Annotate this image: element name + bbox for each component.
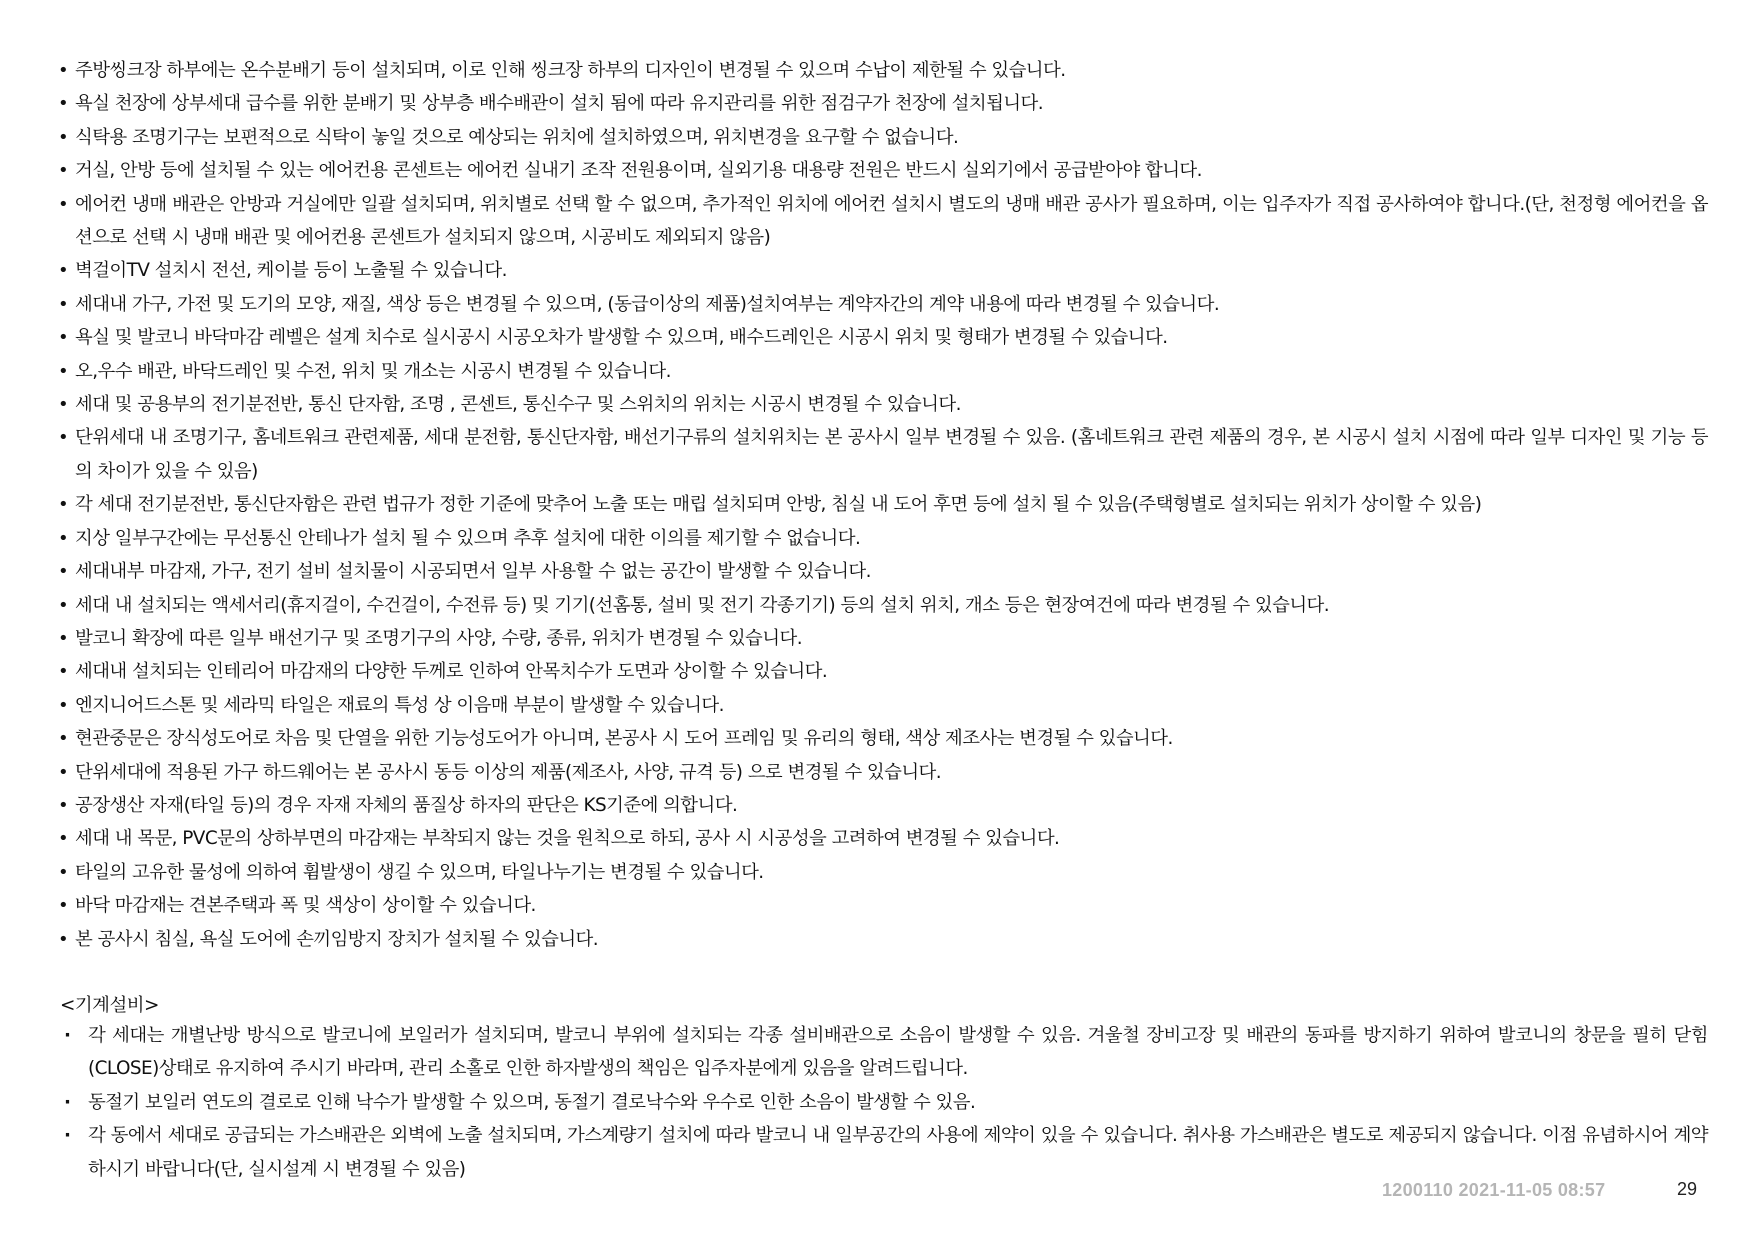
list-item: • 바닥 마감재는 견본주택과 폭 및 색상이 상이할 수 있습니다. <box>58 889 1708 922</box>
list-item: · 각 세대는 개별난방 방식으로 발코니에 보일러가 설치되며, 발코니 부위에 설치되는 각종 설비배관으로 소음이 발생할 수 있음. 겨울철 장비고장 및 배관의 동파를 방지하기 위하여 발코니의 창문을 필히 닫힘(CLOSE)상태로 유지하여 주시기 바라며, 관리 소홀로 인한 하자발생의 책임은 입주자분에게 있음을 알려드립니다. <box>64 1019 1708 1086</box>
list-item: • 타일의 고유한 물성에 의하여 휨발생이 생길 수 있으며, 타일나누기는 변경될 수 있습니다. <box>58 856 1708 889</box>
list-item: • 욕실 및 발코니 바닥마감 레벨은 설계 치수로 실시공시 시공오차가 발생할 수 있으며, 배수드레인은 시공시 위치 및 형태가 변경될 수 있습니다. <box>58 321 1708 354</box>
list-item: • 각 세대 전기분전반, 통신단자함은 관련 법규가 정한 기준에 맞추어 노출 또는 매립 설치되며 안방, 침실 내 도어 후면 등에 설치 될 수 있음(주택형별로 설치되는 위치가 상이할 수 있음) <box>58 488 1708 521</box>
list-item: • 오,우수 배관, 바닥드레인 및 수전, 위치 및 개소는 시공시 변경될 수 있습니다. <box>58 355 1708 388</box>
list-item: • 세대 및 공용부의 전기분전반, 통신 단자함, 조명 , 콘센트, 통신수구 및 스위치의 위치는 시공시 변경될 수 있습니다. <box>58 388 1708 421</box>
list-item: • 주방씽크장 하부에는 온수분배기 등이 설치되며, 이로 인해 씽크장 하부의 디자인이 변경될 수 있으며 수납이 제한될 수 있습니다. <box>58 54 1708 87</box>
mechanical-list <box>64 1019 1708 1186</box>
list-item: • 세대내부 마감재, 가구, 전기 설비 설치물이 시공되면서 일부 사용할 수 없는 공간이 발생할 수 있습니다. <box>58 555 1708 588</box>
page-number: 29 <box>1677 1179 1698 1199</box>
document-code: 1200110 2021-11-05 08:57 <box>1382 1180 1606 1200</box>
list-item: • 현관중문은 장식성도어로 차음 및 단열을 위한 기능성도어가 아니며, 본공사 시 도어 프레임 및 유리의 형태, 색상 제조사는 변경될 수 있습니다. <box>58 722 1708 755</box>
section-title-mechanical: <기계설비> <box>60 995 159 1016</box>
list-item: • 식탁용 조명기구는 보편적으로 식탁이 놓일 것으로 예상되는 위치에 설치하였으며, 위치변경을 요구할 수 없습니다. <box>58 121 1708 154</box>
list-item: • 발코니 확장에 따른 일부 배선기구 및 조명기구의 사양, 수량, 종류, 위치가 변경될 수 있습니다. <box>58 622 1708 655</box>
list-item: • 단위세대에 적용된 가구 하드웨어는 본 공사시 동등 이상의 제품(제조사, 사양, 규격 등) 으로 변경될 수 있습니다. <box>58 756 1708 789</box>
list-item: • 벽걸이TV 설치시 전선, 케이블 등이 노출될 수 있습니다. <box>58 254 1708 287</box>
list-item: • 에어컨 냉매 배관은 안방과 거실에만 일괄 설치되며, 위치별로 선택 할 수 없으며, 추가적인 위치에 에어컨 설치시 별도의 냉매 배관 공사가 필요하며, 이는 입주자가 직접 공사하여야 합니다.(단, 천정형 에어컨을 옵션으로 선택 시 냉매 배관 및 에어컨용 콘센트가 설치되지 않으며, 시공비도 제외되지 않음) <box>58 188 1708 255</box>
list-item: • 세대내 설치되는 인테리어 마감재의 다양한 두께로 인하여 안목치수가 도면과 상이할 수 있습니다. <box>58 655 1708 688</box>
list-item: • 지상 일부구간에는 무선통신 안테나가 설치 될 수 있으며 추후 설치에 대한 이의를 제기할 수 없습니다. <box>58 522 1708 555</box>
list-item: • 거실, 안방 등에 설치될 수 있는 에어컨용 콘센트는 에어컨 실내기 조작 전원용이며, 실외기용 대용량 전원은 반드시 실외기에서 공급받아야 합니다. <box>58 154 1708 187</box>
list-item: • 단위세대 내 조명기구, 홈네트워크 관련제품, 세대 분전함, 통신단자함, 배선기구류의 설치위치는 본 공사시 일부 변경될 수 있음. (홈네트워크 관련 제품의 경우, 본 시공시 설치 시점에 따라 일부 디자인 및 기능 등의 차이가 있을 수 있음) <box>58 421 1708 488</box>
list-item: • 공장생산 자재(타일 등)의 경우 자재 자체의 품질상 하자의 판단은 KS기준에 의합니다. <box>58 789 1708 822</box>
list-item: • 본 공사시 침실, 욕실 도어에 손끼임방지 장치가 설치될 수 있습니다. <box>58 923 1708 956</box>
list-item: • 욕실 천장에 상부세대 급수를 위한 분배기 및 상부층 배수배관이 설치 됨에 따라 유지관리를 위한 점검구가 천장에 설치됩니다. <box>58 87 1708 120</box>
list-item: · 동절기 보일러 연도의 결로로 인해 낙수가 발생할 수 있으며, 동절기 결로낙수와 우수로 인한 소음이 발생할 수 있음. <box>64 1086 1708 1119</box>
notes-list <box>58 54 1708 956</box>
list-item: • 세대내 가구, 가전 및 도기의 모양, 재질, 색상 등은 변경될 수 있으며, (동급이상의 제품)설치여부는 계약자간의 계약 내용에 따라 변경될 수 있습니다. <box>58 288 1708 321</box>
list-item: • 엔지니어드스톤 및 세라믹 타일은 재료의 특성 상 이음매 부분이 발생할 수 있습니다. <box>58 689 1708 722</box>
list-item: • 세대 내 설치되는 액세서리(휴지걸이, 수건걸이, 수전류 등) 및 기기(선홈통, 설비 및 전기 각종기기) 등의 설치 위치, 개소 등은 현장여건에 따라 변경될 수 있습니다. <box>58 589 1708 622</box>
list-item: · 각 동에서 세대로 공급되는 가스배관은 외벽에 노출 설치되며, 가스계량기 설치에 따라 발코니 내 일부공간의 사용에 제약이 있을 수 있습니다. 취사용 가스배관은 별도로 제공되지 않습니다. 이점 유념하시어 계약하시기 바랍니다(단, 실시설계 시 변경될 수 있음) <box>64 1119 1708 1186</box>
list-item: • 세대 내 목문, PVC문의 상하부면의 마감재는 부착되지 않는 것을 원칙으로 하되, 공사 시 시공성을 고려하여 변경될 수 있습니다. <box>58 822 1708 855</box>
